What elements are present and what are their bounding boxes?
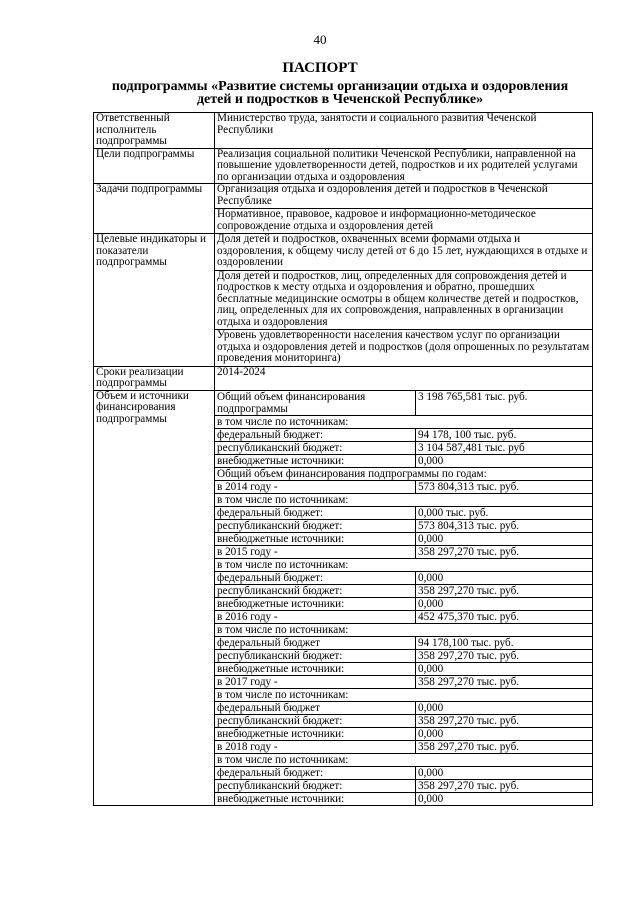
row-value: 2014-2024 <box>215 366 593 390</box>
page-number: 40 <box>313 32 327 47</box>
row-label: Сроки реализации подпрограммы <box>94 366 215 390</box>
indicator-item: Доля детей и подростков, охваченных всеми формами отдыха и оздоровления, к общему числу детей от 6 до 15 лет, нуждающихся в отдыхе и оздоровлении <box>215 234 592 271</box>
finance-line-value: 358 297,270 тыс. руб. <box>416 649 593 662</box>
finance-line-label: федеральный бюджет <box>215 636 416 649</box>
finance-line-label: в 2018 году - <box>215 740 416 753</box>
finance-line-label: внебюджетные источники: <box>215 532 416 545</box>
finance-line-label: республиканский бюджет: <box>215 441 416 454</box>
finance-line-label: в том числе по источникам: <box>215 558 592 571</box>
finance-line-value: 0,000 тыс. руб. <box>416 506 593 519</box>
finance-line-label: Общий объем финансирования подпрограммы по годам: <box>215 467 592 480</box>
task-item: Организация отдыха и оздоровления детей и подростков в Чеченской Республике <box>215 184 592 209</box>
row-tasks <box>94 184 593 234</box>
finance-line-label: внебюджетные источники: <box>215 727 416 740</box>
finance-line-label: республиканский бюджет: <box>215 649 416 662</box>
finance-line <box>215 597 592 610</box>
row-goals <box>94 148 593 184</box>
indicator-item: Доля детей и подростков, лиц, определенных для сопровождения детей и подростков к месту отдыха и оздоровления и обратно, прошедших бесплатные медицинские осмотры в общем количестве детей и подростков, лиц, определенных для их сопровождения, направленных в организации отдыха и оздоровления <box>215 271 592 331</box>
finance-line <box>215 506 592 519</box>
finance-line <box>215 493 592 506</box>
finance-line <box>215 480 592 493</box>
finance-line-value: 358 297,270 тыс. руб. <box>416 740 593 753</box>
finance-line <box>215 792 592 805</box>
finance-line-value: 358 297,270 тыс. руб. <box>416 714 593 727</box>
finance-line-label: федеральный бюджет: <box>215 506 416 519</box>
finance-line-value: 94 178, 100 тыс. руб. <box>416 428 593 441</box>
row-responsible <box>94 113 593 149</box>
finance-line-value: 0,000 <box>416 701 593 714</box>
finance-line <box>215 391 592 416</box>
finance-line <box>215 428 592 441</box>
finance-line <box>215 558 592 571</box>
finance-line <box>215 532 592 545</box>
row-label: Ответственный исполнитель подпрограммы <box>94 113 215 149</box>
finance-line-value: 0,000 <box>418 792 444 805</box>
row-value <box>215 234 593 367</box>
finance-line <box>215 441 592 454</box>
passport-table <box>93 112 593 806</box>
row-label: Задачи подпрограммы <box>94 184 215 234</box>
finance-line-label: в том числе по источникам: <box>215 493 592 506</box>
finance-line-label: федеральный бюджет: <box>215 428 416 441</box>
subtitle-line-1: подпрограммы «Развитие системы организации отдыха и оздоровления <box>111 79 569 94</box>
finance-line-value: 0,000 <box>416 571 593 584</box>
subtitle-line-2: детей и подростков в Чеченской Республике» <box>196 92 484 107</box>
finance-line <box>215 701 592 714</box>
finance-line-label: в 2016 году - <box>215 610 416 623</box>
finance-line-label: Общий объем финансирования подпрограммы <box>215 391 416 416</box>
finance-line <box>215 467 592 480</box>
finance-line-value: 0,000 <box>416 597 593 610</box>
finance-line-label: в том числе по источникам: <box>215 623 592 636</box>
finance-line-label: внебюджетные источники: <box>215 454 416 467</box>
finance-line <box>215 623 592 636</box>
row-terms <box>94 366 593 390</box>
finance-line-label: федеральный бюджет: <box>215 571 416 584</box>
finance-line-label: в 2014 году - <box>215 480 416 493</box>
row-value: Реализация социальной политики Чеченской Республики, направленной на повышение удовлетворенности детей, подростков и их родителей услугами по организации отдыха и оздоровления <box>215 148 593 184</box>
finance-line-label: внебюджетные источники: <box>215 662 416 675</box>
finance-line-label: республиканский бюджет: <box>215 519 416 532</box>
document-subtitle <box>90 80 590 106</box>
document-title: ПАСПОРТ <box>282 60 358 76</box>
finance-line <box>215 649 592 662</box>
finance-line <box>215 454 592 467</box>
finance-line-label: внебюджетные источники: <box>215 792 416 805</box>
finance-line <box>215 610 592 623</box>
finance-line <box>215 415 592 428</box>
finance-line-label: в том числе по источникам: <box>215 688 592 701</box>
finance-line <box>215 740 592 753</box>
row-label: Цели подпрограммы <box>94 148 215 184</box>
finance-line-value: 358 297,270 тыс. руб. <box>416 545 593 558</box>
finance-line-label: федеральный бюджет: <box>215 766 416 779</box>
finance-line-value: 358 297,270 тыс. руб. <box>416 584 593 597</box>
finance-line-value: 0,000 <box>416 532 593 545</box>
finance-line-label: федеральный бюджет <box>215 701 416 714</box>
finance-line <box>215 584 592 597</box>
finance-line-value: 0,000 <box>416 766 593 779</box>
finance-line-label: республиканский бюджет: <box>215 779 416 792</box>
finance-line-value: 573 804,313 тыс. руб. <box>416 480 593 493</box>
finance-line-value: 0,000 <box>416 727 593 740</box>
finance-line <box>215 636 592 649</box>
finance-line-value: 3 104 587,481 тыс. руб <box>416 441 593 454</box>
row-value <box>215 390 593 805</box>
finance-line-label: республиканский бюджет: <box>215 584 416 597</box>
task-item: Нормативное, правовое, кадровое и информационно-методическое сопровождение отдыха и оздоровления детей <box>217 208 536 232</box>
finance-line-label: в том числе по источникам: <box>215 415 592 428</box>
finance-line <box>215 779 592 792</box>
finance-line <box>215 571 592 584</box>
row-indicators <box>94 234 593 367</box>
finance-line-value: 94 178,100 тыс. руб. <box>416 636 593 649</box>
finance-line-label: в том числе по источникам: <box>215 753 592 766</box>
finance-line <box>215 714 592 727</box>
row-label: Целевые индикаторы и показатели подпрограммы <box>94 234 215 367</box>
finance-line-label: республиканский бюджет: <box>215 714 416 727</box>
finance-line-value: 358 297,270 тыс. руб. <box>416 779 593 792</box>
indicator-item: Уровень удовлетворенности населения качеством услуг по организации отдыха и оздоровления детей и подростков (доля опрошенных по результатам проведения мониторинга) <box>217 329 590 364</box>
finance-line <box>215 519 592 532</box>
row-finance <box>94 390 593 805</box>
finance-line-value: 0,000 <box>416 454 593 467</box>
finance-line-value: 452 475,370 тыс. руб. <box>416 610 593 623</box>
finance-line-value: 3 198 765,581 тыс. руб. <box>416 391 593 416</box>
row-value <box>215 184 593 234</box>
finance-line <box>215 727 592 740</box>
finance-line <box>215 662 592 675</box>
finance-line <box>215 688 592 701</box>
finance-line-label: в 2015 году - <box>215 545 416 558</box>
finance-line <box>215 545 592 558</box>
finance-line-label: внебюджетные источники: <box>215 597 416 610</box>
finance-line-value: 0,000 <box>416 662 593 675</box>
finance-line <box>215 766 592 779</box>
finance-line-value: 358 297,270 тыс. руб. <box>416 675 593 688</box>
finance-line-label: в 2017 году - <box>215 675 416 688</box>
finance-table <box>215 391 592 805</box>
row-value: Министерство труда, занятости и социального развития Чеченской Республики <box>215 113 593 149</box>
finance-line-value: 573 804,313 тыс. руб. <box>416 519 593 532</box>
finance-line <box>215 675 592 688</box>
row-label: Объем и источники финансирования подпрограммы <box>94 390 215 805</box>
finance-line <box>215 753 592 766</box>
